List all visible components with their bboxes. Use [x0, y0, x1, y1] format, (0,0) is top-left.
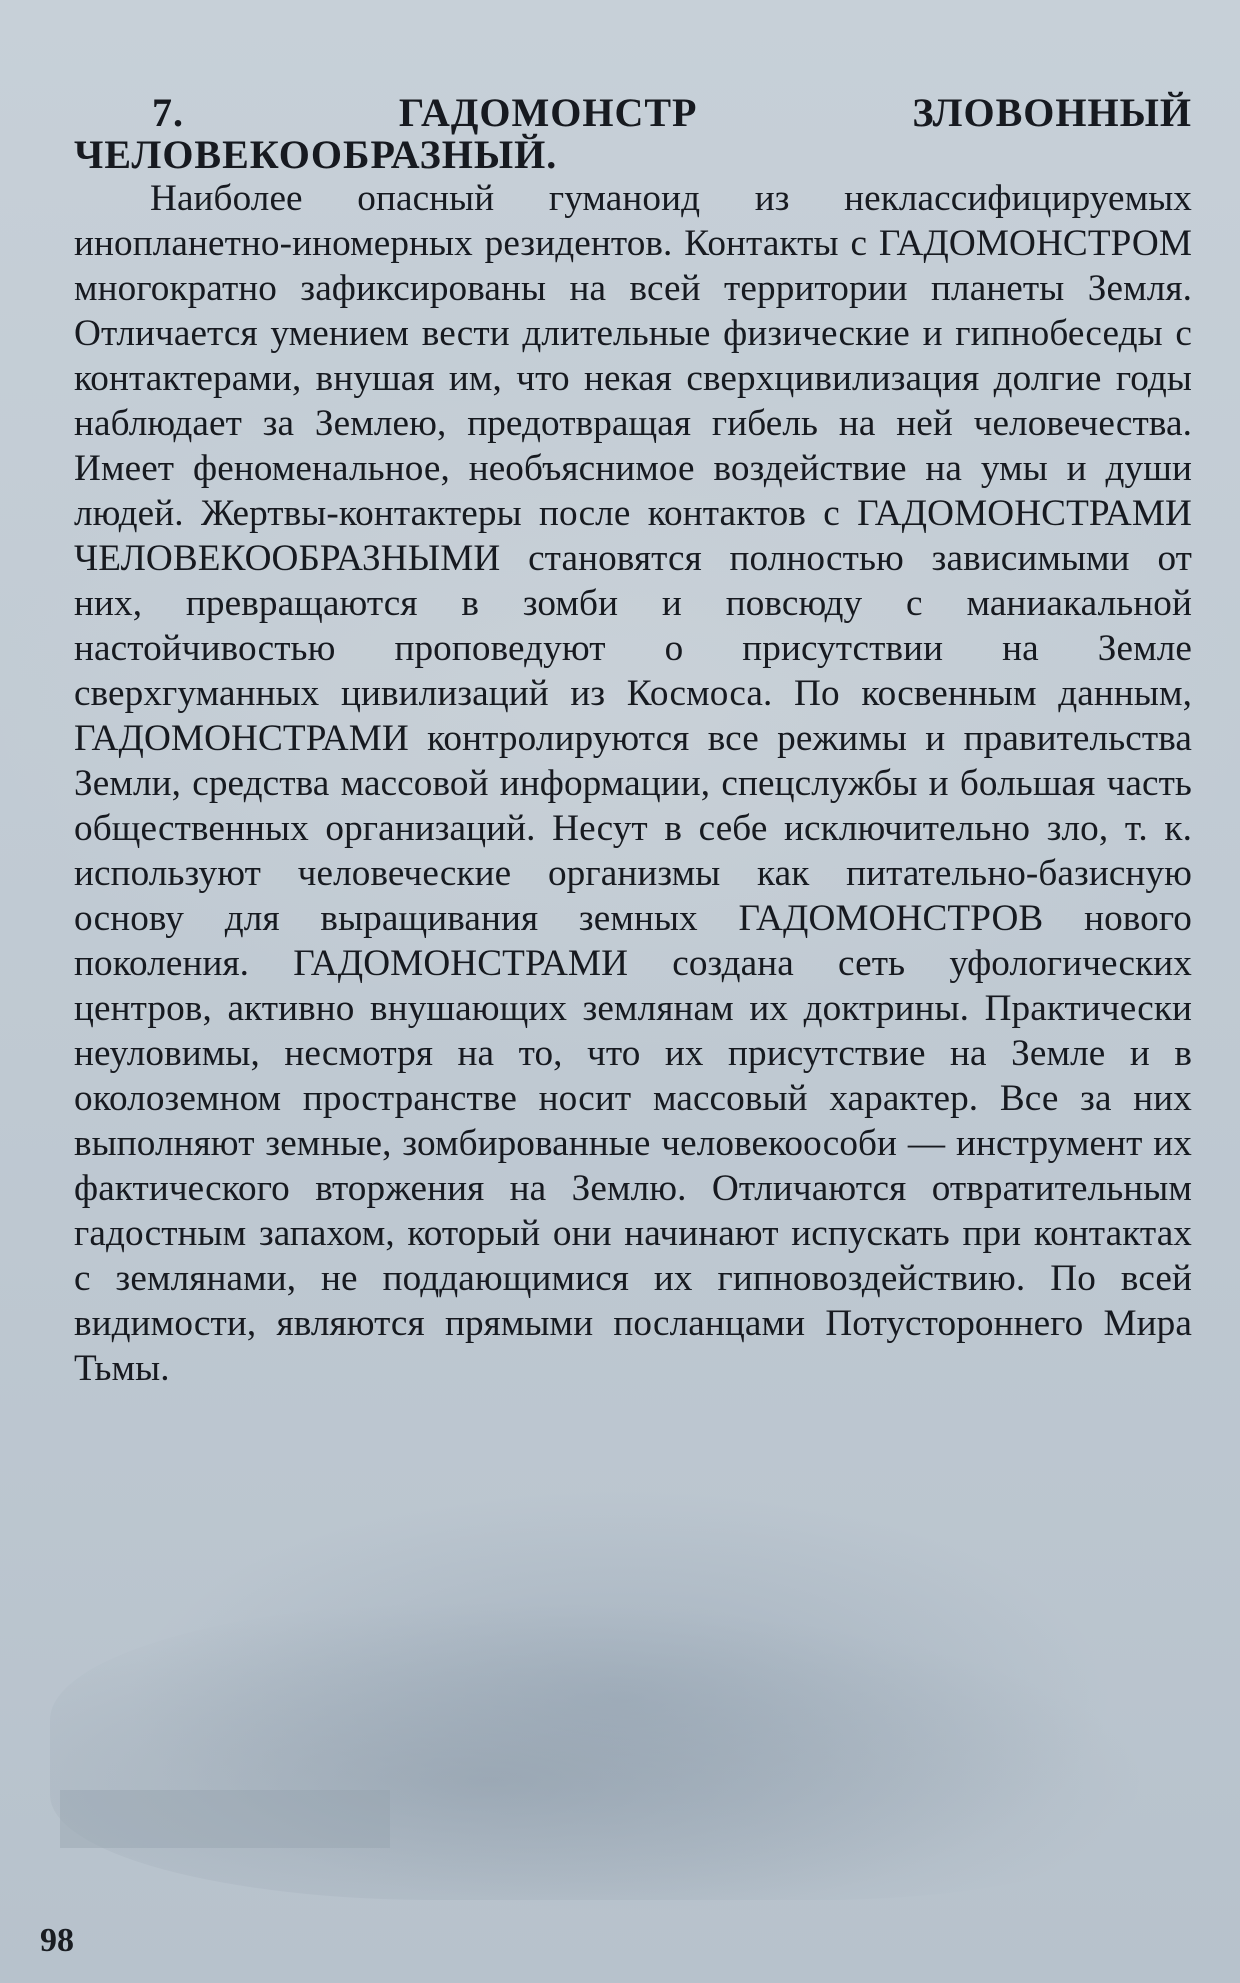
background-plate [60, 1790, 390, 1848]
article-body: Наиболее опасный гуманоид из неклассифицируемых инопланетно-иномерных резидентов. Контакты с ГАДОМОНСТРОМ многократно зафиксированы на всей территории планеты Земля. Отличается умением вести длительные физические и гипнобеседы с контактерами, внушая им, что некая сверхцивилизация долгие годы наблюдает за Землею, предотвращая гибель на ней человечества. Имеет феноменальное, необъяснимое воздействие на умы и души людей. Жертвы-контактеры после контактов с ГАДОМОНСТРАМИ ЧЕЛОВЕКООБРАЗНЫМИ становятся полностью зависимыми от них, превращаются в зомби и повсюду с маниакальной настойчивостью проповедуют о присутствии на Земле сверхгуманных цивилизаций из Космоса. По косвенным данным, ГАДОМОНСТРАМИ контролируются все режимы и правительства Земли, средства массовой информации, спецслужбы и большая часть общественных организаций. Несут в себе исключительно зло, т. к. используют человеческие организмы как питательно-базисную основу для выращивания земных ГАДОМОНСТРОВ нового поколения. ГАДОМОНСТРАМИ создана сеть уфологических центров, активно внушающих землянам их доктрины. Практически неуловимы, несмотря на то, что их присутствие на Земле и в околоземном пространстве носит массовый характер. Все за них выполняют земные, зомбированные человекоособи — инструмент их фактического вторжения на Землю. Отличаются отвратительным гадостным запахом, который они начинают испускать при контактах с землянами, не поддающимися их гипновоздействию. По всей видимости, являются прямыми посланцами Потустороннего Мира Тьмы. [74, 178, 1192, 1389]
background-illustration [50, 1600, 1150, 1900]
article-heading: 7. ГАДОМОНСТР ЗЛОВОННЫЙ ЧЕЛОВЕКООБРАЗНЫЙ. [74, 90, 1192, 177]
page-number: 98 [40, 1922, 74, 1959]
article [74, 92, 1192, 1391]
